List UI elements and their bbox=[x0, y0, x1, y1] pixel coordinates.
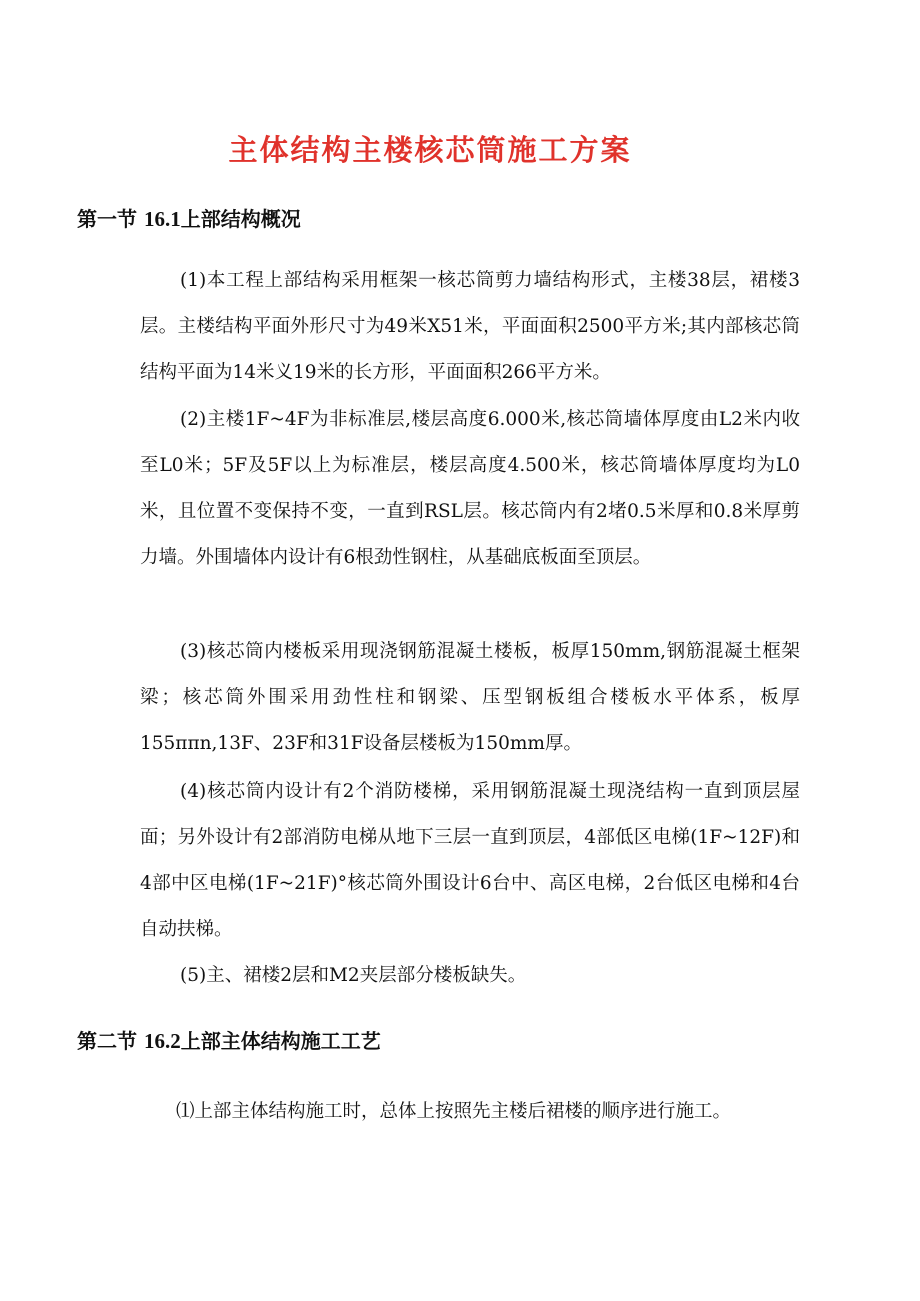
section-heading-1 bbox=[77, 203, 301, 232]
section-number: 16.2 bbox=[143, 1029, 181, 1053]
paragraph: (1)本工程上部结构采用框架一核芯筒剪力墙结构形式，主楼38层，裙楼3层。主楼结构平面外形尺寸为49米X51米，平面面积2500平方米;其内部核芯筒结构平面为14米义19米的长方形，平面面积266平方米。 bbox=[140, 270, 800, 383]
paragraph: (5)主、裙楼2层和M2夹层部分楼板缺失。 bbox=[180, 965, 527, 986]
paragraph: (3)核芯筒内楼板采用现浇钢筋混凝土楼板，板厚150mm,钢筋混凝土框架梁；核芯筒外围采用劲性柱和钢梁、压型钢板组合楼板水平体系，板厚155ππn,13F、23F和31F设备层楼板为150mm厚。 bbox=[140, 641, 800, 754]
section-number: 16.1 bbox=[143, 207, 181, 231]
section-heading-text: 上部主体结构施工工艺 bbox=[180, 1029, 381, 1053]
section-heading-text: 上部结构概况 bbox=[180, 207, 301, 231]
paragraph: ⑴上部主体结构施工时，总体上按照先主楼后裙楼的顺序进行施工。 bbox=[176, 1101, 732, 1122]
section-prefix: 第二节 bbox=[77, 1029, 137, 1053]
section-heading-2 bbox=[77, 1025, 381, 1054]
section-prefix: 第一节 bbox=[77, 207, 137, 231]
document-title: 主体结构主楼核芯筒施工方案 bbox=[228, 133, 632, 167]
paragraph: (2)主楼1F~4F为非标准层,楼层高度6.000米,核芯筒墙体厚度由L2米内收至L0米；5F及5F以上为标准层，楼层高度4.500米，核芯筒墙体厚度均为L0米，且位置不变保持不变，一直到RSL层。核芯筒内有2堵0.5米厚和0.8米厚剪力墙。外围墙体内设计有6根劲性钢柱，从基础底板面至顶层。 bbox=[140, 409, 800, 568]
paragraph: (4)核芯筒内设计有2个消防楼梯，采用钢筋混凝土现浇结构一直到顶层屋面；另外设计有2部消防电梯从地下三层一直到顶层，4部低区电梯(1F~12F)和4部中区电梯(1F~21F)°核芯筒外围设计6台中、高区电梯，2台低区电梯和4台自动扶梯。 bbox=[140, 781, 800, 940]
